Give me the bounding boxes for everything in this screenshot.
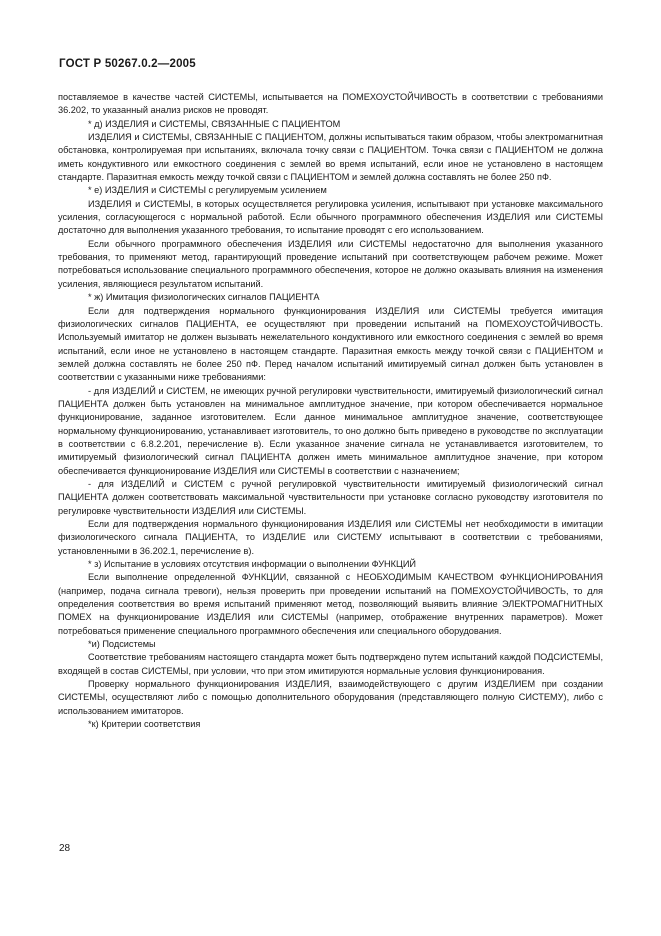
section-heading-zh: * ж) Имитация физиологических сигналов ПАЦИЕНТА (88, 292, 320, 303)
paragraph: поставляемое в качестве частей СИСТЕМЫ, испытывается на ПОМЕХОУСТОЙЧИВОСТЬ в соответствии с требованиями 36.202, то указанный анализ рисков не проводят. (58, 92, 603, 116)
list-item: - для ИЗДЕЛИЙ и СИСТЕМ с ручной регулировкой чувствительности имитируемый физиологический сигнал ПАЦИЕНТА должен соответствовать максимальной чувствительности при установке согласно руководству изготовителя по регулировке чувствительности ИЗДЕЛИЯ или СИСТЕМЫ. (58, 478, 603, 516)
document-header: ГОСТ Р 50267.0.2—2005 (59, 58, 196, 70)
section-heading-i: *и) Подсистемы (88, 639, 156, 650)
paragraph: ИЗДЕЛИЯ и СИСТЕМЫ, в которых осуществляется регулировка усиления, испытывают при установке максимального усиления, согласующегося с нормальной работой. Если обычного программного обеспечения ИЗДЕЛИЯ или СИСТЕМЫ достаточно для выполнения указанного требования, то испытание проводят с его использованием. (58, 198, 603, 236)
document-body (58, 91, 603, 732)
paragraph: Соответствие требованиям настоящего стандарта может быть подтверждено путем испытаний каждой ПОДСИСТЕМЫ, входящей в состав СИСТЕМЫ, при условии, что при этом имитируются нормальные условия функционирования. (58, 652, 603, 676)
section-heading-e: * е) ИЗДЕЛИЯ и СИСТЕМЫ с регулируемым усилением (88, 185, 327, 196)
paragraph: Если для подтверждения нормального функционирования ИЗДЕЛИЯ или СИСТЕМЫ требуется имитация физиологических сигналов ПАЦИЕНТА, ее осуществляют при проведении испытаний на ПОМЕХОУСТОЙЧИВОСТЬ. Используемый имитатор не должен вызывать нежелательного кондуктивного или емкостного соединения с землей во время испытаний, если иное не установлено в настоящем стандарте. Паразитная емкость между точкой связи с ПАЦИЕНТОМ и землей должна составлять не более 250 пФ. Перед началом испытаний имитируемый сигнал должен быть установлен в соответствии с указанными ниже требованиями: (58, 305, 603, 383)
section-heading-d: * д) ИЗДЕЛИЯ и СИСТЕМЫ, СВЯЗАННЫЕ С ПАЦИЕНТОМ (88, 118, 341, 129)
paragraph: Проверку нормального функционирования ИЗДЕЛИЯ, взаимодействующего с другим ИЗДЕЛИЕМ при создании СИСТЕМЫ, осуществляют либо с помощью дополнительного оборудования (представляющего полную СИСТЕМУ), либо с использованием имитаторов. (58, 679, 603, 716)
page-number: 28 (59, 843, 71, 854)
section-heading-k: *к) Критерии соответствия (88, 719, 201, 730)
paragraph: Если выполнение определенной ФУНКЦИИ, связанной с НЕОБХОДИМЫМ КАЧЕСТВОМ ФУНКЦИОНИРОВАНИЯ (например, подача сигнала тревоги), нельзя проверить при проведении испытаний на ПОМЕХОУСТОЙЧИВОСТЬ, то для определения соответствия во время испытаний применяют метод, позволяющий выявить влияние ЭЛЕКТРОМАГНИТНЫХ ПОМЕХ на функционирование ИЗДЕЛИЯ или СИСТЕМЫ (например, отображение внутренних параметров). Может потребоваться применение специального программного обеспечения или специального оборудования. (58, 572, 603, 636)
paragraph: Если обычного программного обеспечения ИЗДЕЛИЯ или СИСТЕМЫ недостаточно для выполнения указанного требования, то применяют метод, гарантирующий проведение испытаний при соответствующем рабочем режиме. Может потребоваться использование специального программного обеспечения, которое не должно оказывать влияния на изменения усиления, являющиеся результатом испытаний. (58, 238, 603, 289)
paragraph: Если для подтверждения нормального функционирования ИЗДЕЛИЯ или СИСТЕМЫ нет необходимости в имитации физиологического сигнала ПАЦИЕНТА, то ИЗДЕЛИЕ или СИСТЕМУ испытывают в соответствии с требованиями, установленными в 36.202.1, перечисление в). (58, 519, 603, 556)
section-heading-z: * з) Испытание в условиях отсутствия информации о выполнении ФУНКЦИЙ (88, 559, 417, 570)
paragraph: ИЗДЕЛИЯ и СИСТЕМЫ, СВЯЗАННЫЕ С ПАЦИЕНТОМ, должны испытываться таким образом, чтобы электромагнитная обстановка, контролируемая при испытаниях, включала точку связи с ПАЦИЕНТОМ. Точка связи с ПАЦИЕНТОМ не должна иметь кондуктивного или емкостного соединения с землей во время испытаний, если иное не установлено в настоящем стандарте. Паразитная емкость между точкой связи с ПАЦИЕНТОМ и землей должна составлять не более 250 пФ. (58, 132, 603, 183)
list-item: - для ИЗДЕЛИЙ и СИСТЕМ, не имеющих ручной регулировки чувствительности, имитируемый физиологический сигнал ПАЦИЕНТА должен быть установлен на минимальное амплитудное значение, при котором обеспечивается нормальное функционирование, заданное изготовителем. Если данное минимальное амплитудное значение, соответствующее нормальному функционированию, устанавливает изготовитель, то оно должно быть приведено в руководстве по эксплуатации в соответствии с 6.8.2.201, перечисление в). Если указанное значение сигнала не устанавливается изготовителем, то имитируемый физиологический сигнал ПАЦИЕНТА должен иметь минимальное амплитудное значение, при котором обеспечивается функционирование ИЗДЕЛИЯ или СИСТЕМЫ в соответствии с назначением; (58, 385, 603, 476)
